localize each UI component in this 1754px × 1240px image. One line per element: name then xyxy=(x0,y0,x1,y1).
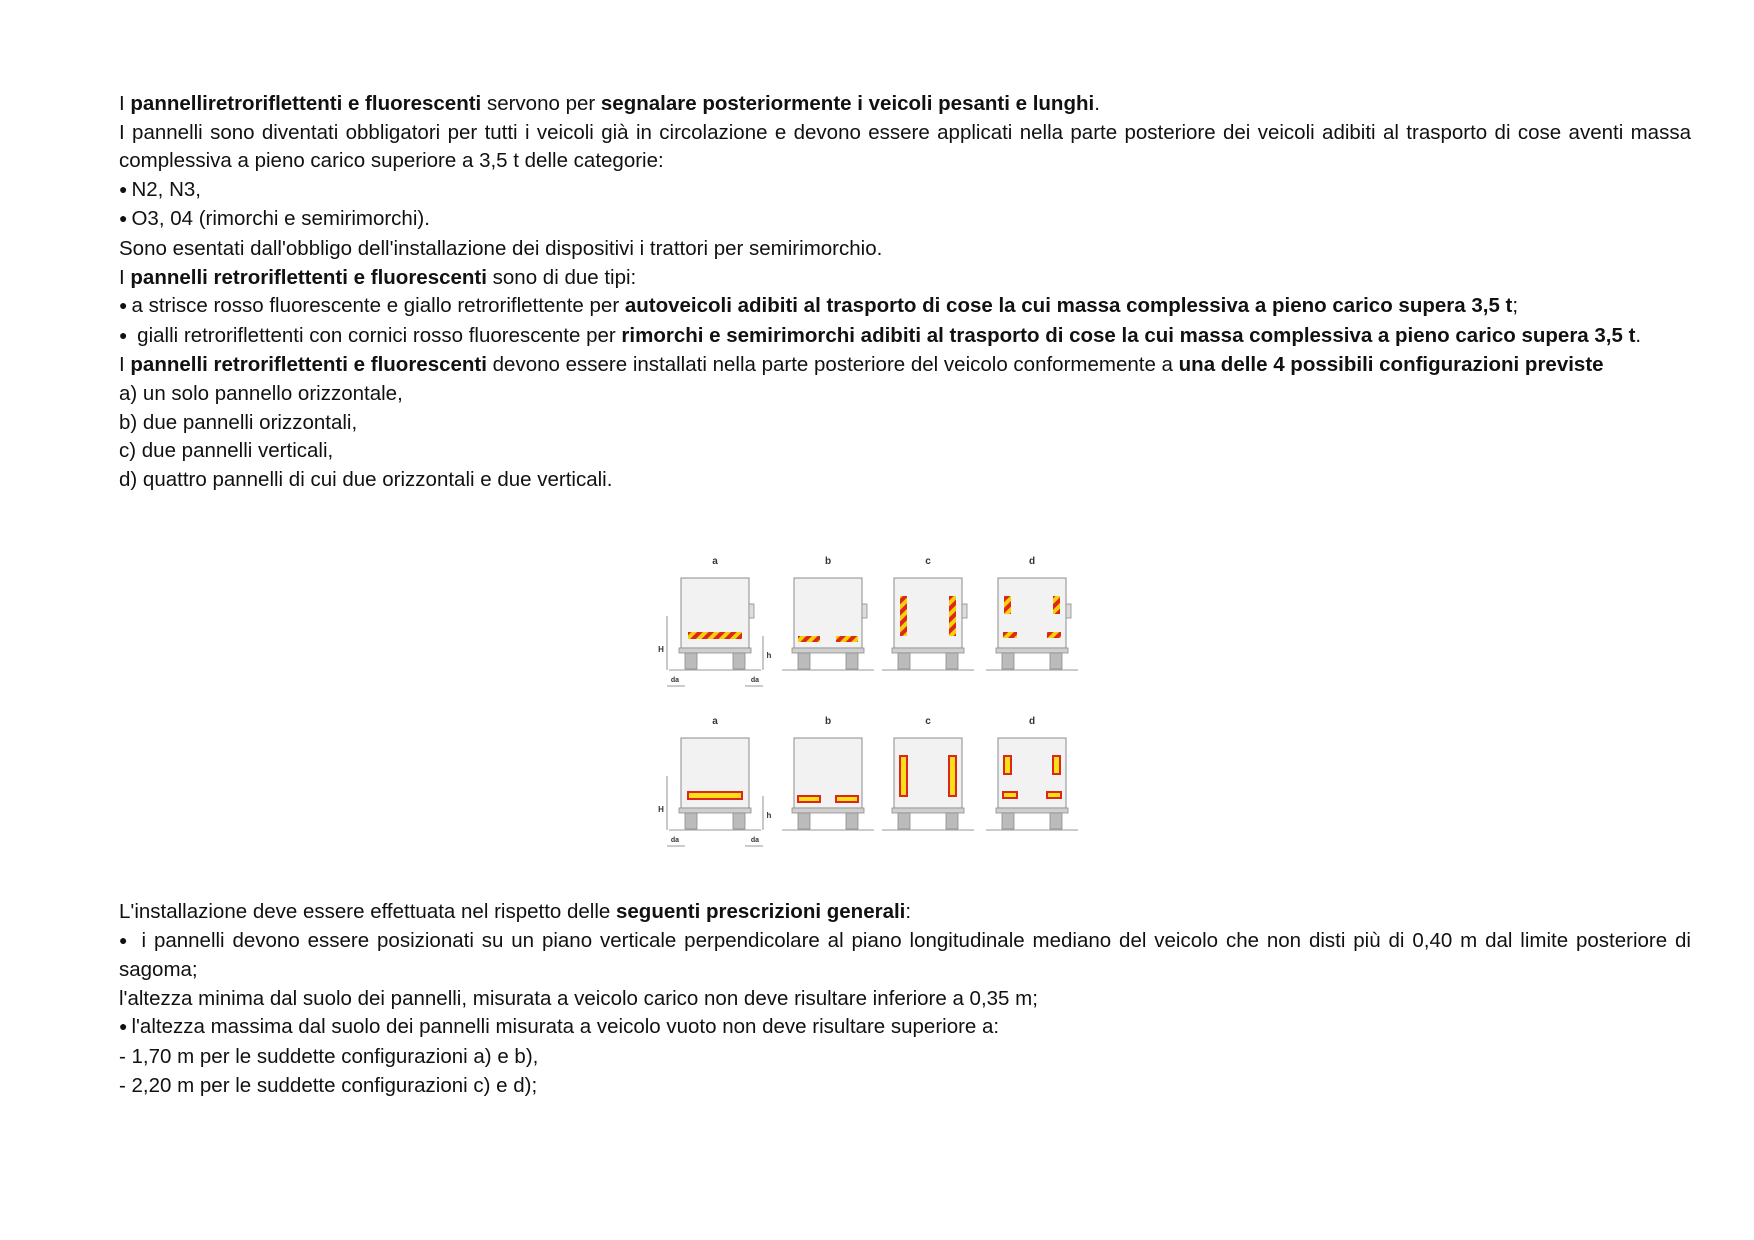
wheel xyxy=(733,813,745,829)
text-run: gialli retroriflettenti con cornici rosso fluorescente per xyxy=(131,323,622,347)
bold-term: rimorchi e semirimorchi adibiti al trasporto di cose la cui massa complessiva a pieno carico supera 3,5 t xyxy=(621,323,1636,347)
category-item: ● O3, 04 (rimorchi e semirimorchi). xyxy=(119,205,1691,235)
text-run: I xyxy=(119,353,131,377)
bumper xyxy=(792,808,864,813)
rule-item: ● l'altezza massima dal suolo dei pannelli misurata a veicolo vuoto non deve risultare superiore a: xyxy=(119,1013,1691,1043)
text-run: L'installazione deve essere effettuata nel rispetto delle xyxy=(119,900,616,923)
text-run: a strisce rosso fluorescente e giallo retroriflettente per xyxy=(131,294,625,318)
text-run: . xyxy=(1635,323,1642,347)
mirror xyxy=(862,604,867,618)
installation-paragraph xyxy=(119,351,1691,380)
retroreflective-panel xyxy=(1047,792,1061,798)
wheel xyxy=(846,813,858,829)
wheel xyxy=(685,653,697,669)
retroreflective-panel xyxy=(949,756,956,796)
retroreflective-panel xyxy=(900,756,907,796)
distance-label: da xyxy=(750,837,760,844)
mirror xyxy=(749,604,754,618)
wheel xyxy=(846,653,858,669)
retroreflective-panel xyxy=(836,796,858,802)
text-run: : xyxy=(905,900,912,923)
retroreflective-panel xyxy=(1003,792,1017,798)
config-item: d) quattro pannelli di cui due orizzontali e due verticali. xyxy=(119,467,613,491)
truck-rows xyxy=(658,556,1078,846)
wheel xyxy=(898,653,910,669)
retroreflective-panel xyxy=(1053,756,1060,774)
height-label: h xyxy=(766,651,772,660)
text-run: I xyxy=(119,265,131,289)
wheel xyxy=(798,813,810,829)
wheel xyxy=(1002,813,1014,829)
config-letter: c xyxy=(925,556,931,567)
retroreflective-panel xyxy=(1047,632,1061,638)
wheel xyxy=(1050,653,1062,669)
obligation-paragraph: I pannelli sono diventati obbligatori per tutti i veicoli già in circolazione e devono essere applicati nella parte posteriore dei veicoli adibiti al trasporto di cose aventi massa complessiva a pieno carico superiore a 3,5 t delle categorie: xyxy=(119,120,1691,173)
retroreflective-panel xyxy=(1003,632,1017,638)
types-heading xyxy=(119,264,1691,293)
exemption-paragraph: Sono esentati dall'obbligo dell'installazione dei dispositivi i trattori per semirimorchio. xyxy=(119,236,883,260)
bold-term: autoveicoli adibiti al trasporto di cose la cui massa complessiva a pieno carico supera 3,5 t xyxy=(624,294,1513,318)
rule-item: - 2,20 m per le suddette configurazioni c) e d); xyxy=(119,1073,538,1097)
rule-item: l'altezza minima dal suolo dei pannelli, misurata a veicolo carico non deve risultare inferiore a 0,35 m; xyxy=(119,986,1038,1010)
retroreflective-panel xyxy=(836,636,858,642)
configurations-illustration xyxy=(660,556,1140,868)
bumper xyxy=(996,808,1068,813)
distance-label: da xyxy=(670,677,680,684)
rule-item: - 1,70 m per le suddette configurazioni a) e b), xyxy=(119,1044,539,1068)
bumper xyxy=(996,648,1068,653)
retroreflective-panel xyxy=(949,596,956,636)
retroreflective-panel xyxy=(688,792,742,799)
rule-item: ● i pannelli devono essere posizionati su un piano verticale perpendicolare al piano longitudinale mediano del veicolo che non disti più di 0,40 m dal limite posteriore di sagoma; xyxy=(119,927,1691,985)
config-letter: c xyxy=(925,716,931,727)
config-item: a) un solo pannello orizzontale, xyxy=(119,381,403,405)
retroreflective-panel xyxy=(1004,596,1011,614)
height-label: H xyxy=(658,805,664,814)
wheel xyxy=(946,653,958,669)
config-item: b) due pannelli orizzontali, xyxy=(119,410,358,434)
retroreflective-panel xyxy=(688,632,742,639)
retroreflective-panel xyxy=(798,796,820,802)
truck-row-framed xyxy=(658,716,1078,846)
bumper xyxy=(892,808,964,813)
config-letter: d xyxy=(1028,556,1036,567)
intro-paragraph xyxy=(119,90,1691,119)
height-label: H xyxy=(658,645,664,654)
bumper xyxy=(679,648,751,653)
bold-term: pannelli retroriflettenti e fluorescenti xyxy=(130,265,487,289)
intro-block xyxy=(119,90,1691,494)
mirror xyxy=(962,604,967,618)
bumper xyxy=(892,648,964,653)
config-letter: d xyxy=(1028,716,1036,727)
wheel xyxy=(733,653,745,669)
retroreflective-panel xyxy=(1004,756,1011,774)
distance-label: da xyxy=(750,677,760,684)
bold-term: pannelli retroriflettenti e fluorescenti xyxy=(130,353,487,377)
bumper xyxy=(679,808,751,813)
rules-block xyxy=(119,898,1691,1100)
wheel xyxy=(1050,813,1062,829)
wheel xyxy=(898,813,910,829)
truck-row-striped xyxy=(658,556,1078,686)
wheel xyxy=(1002,653,1014,669)
config-letter: a xyxy=(712,716,718,727)
category-item: ● N2, N3, xyxy=(119,176,1691,206)
text-run: ; xyxy=(1512,294,1519,318)
text-run: devono essere installati nella parte posteriore del veicolo conformemente a xyxy=(486,353,1179,377)
text-run: servono per xyxy=(481,92,601,115)
config-letter: b xyxy=(824,556,832,567)
type-item-framed xyxy=(119,322,1691,352)
bold-term: segnalare posteriormente i veicoli pesanti e lunghi xyxy=(600,92,1095,115)
config-letter: b xyxy=(824,716,832,727)
wheel xyxy=(946,813,958,829)
config-letter: a xyxy=(712,556,718,567)
retroreflective-panel xyxy=(798,636,820,642)
bold-term: una delle 4 possibili configurazioni previste xyxy=(1178,353,1604,377)
bold-term: pannelliretroriflettenti e fluorescenti xyxy=(130,92,482,115)
type-item-striped xyxy=(119,292,1691,322)
rules-heading xyxy=(119,898,1691,927)
panel-configurations-figure xyxy=(660,556,1140,868)
retroreflective-panel xyxy=(900,596,907,636)
wheel xyxy=(685,813,697,829)
distance-label: da xyxy=(670,837,680,844)
bumper xyxy=(792,648,864,653)
text-run: I xyxy=(119,92,131,115)
height-label: h xyxy=(766,811,772,820)
text-run: . xyxy=(1094,92,1100,115)
retroreflective-panel xyxy=(1053,596,1060,614)
bold-term: seguenti prescrizioni generali xyxy=(616,900,906,923)
text-run: sono di due tipi: xyxy=(486,265,637,289)
wheel xyxy=(798,653,810,669)
mirror xyxy=(1066,604,1071,618)
config-item: c) due pannelli verticali, xyxy=(119,439,334,463)
